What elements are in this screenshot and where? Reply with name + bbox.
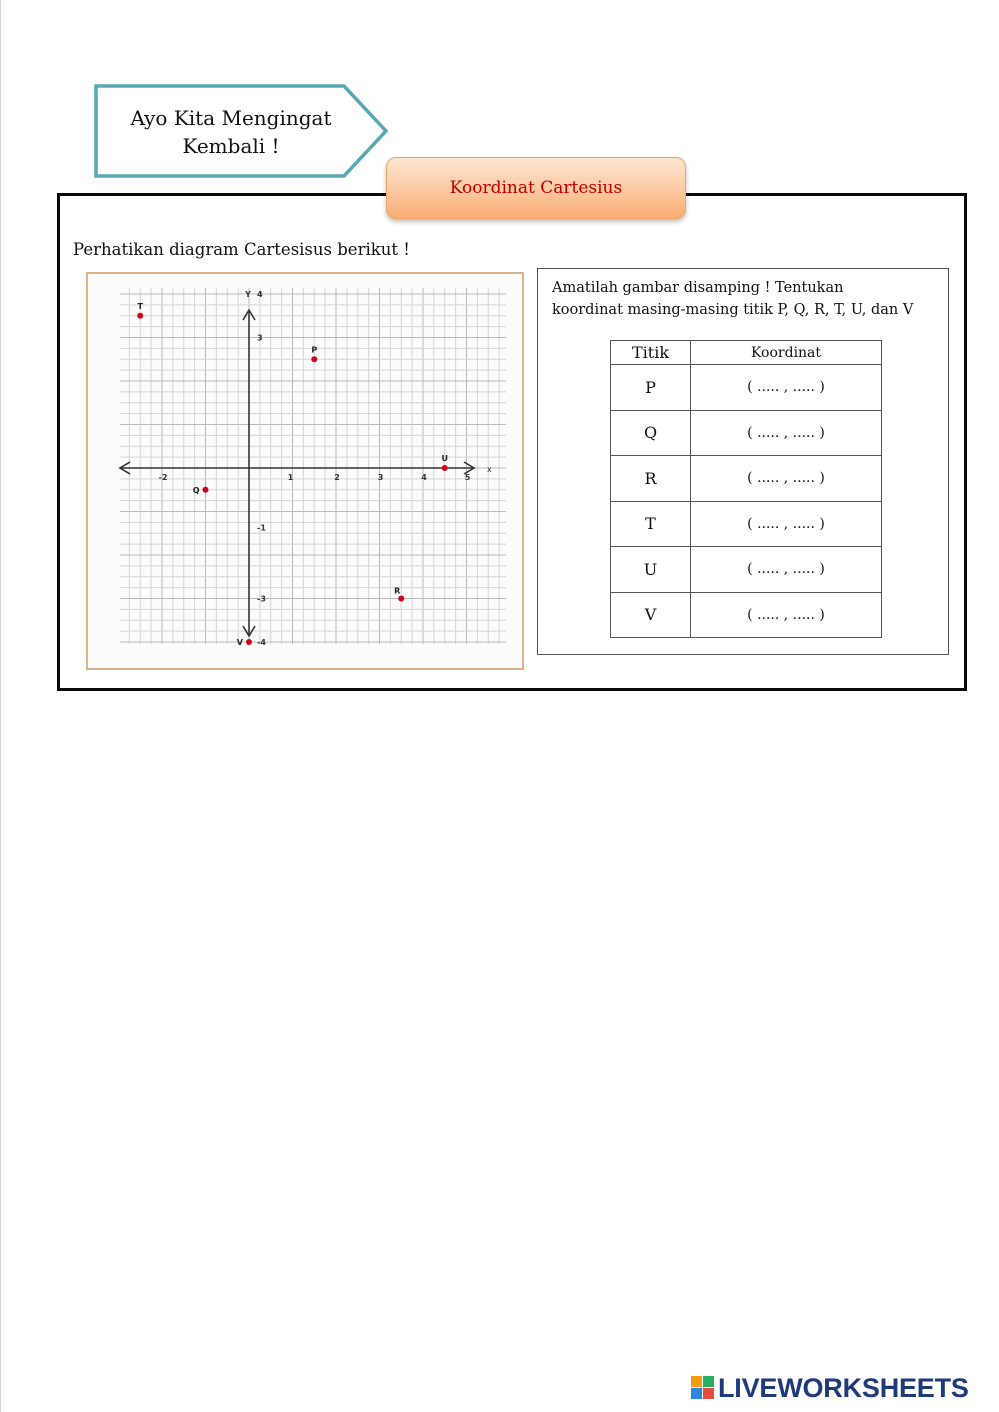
x-tick-label: 2: [334, 473, 340, 482]
point-label-p: P: [311, 345, 318, 355]
task-panel: [537, 268, 949, 655]
x-axis-label: x: [487, 465, 492, 474]
point-label-u: U: [441, 454, 448, 463]
x-tick-label: 4: [421, 473, 427, 482]
table-header-row: [611, 341, 882, 365]
y-axis-label: Y: [245, 290, 251, 299]
answer-field[interactable]: ( ..... , ..... ): [691, 365, 882, 411]
point-v: [246, 639, 252, 645]
brand-wordmark: LIVEWORKSHEETS: [718, 1372, 969, 1403]
task-line-1: Amatilah gambar disamping ! Tentukan: [552, 280, 844, 296]
point-label-q: Q: [192, 485, 200, 495]
table-row: [611, 365, 882, 411]
point-t: [137, 313, 143, 319]
point-u: [442, 465, 448, 471]
table-row: [611, 592, 882, 638]
x-tick-label: 1: [287, 473, 294, 482]
banner-line-2: Kembali !: [182, 134, 280, 158]
point-cell: Q: [611, 410, 691, 456]
point-label-t: T: [137, 301, 143, 311]
task-line-2: koordinat masing-masing titik P, Q, R, T, U, dan V: [552, 302, 914, 318]
page-edge: [0, 0, 1, 1412]
point-p: [311, 356, 317, 362]
task-instruction: [552, 277, 942, 321]
point-cell: P: [611, 365, 691, 411]
table-row: [611, 547, 882, 593]
header-koordinat: Koordinat: [691, 341, 882, 365]
y-tick-label: -3: [257, 594, 266, 604]
liveworksheets-brand: [691, 1372, 969, 1404]
answer-field[interactable]: ( ..... , ..... ): [691, 547, 882, 593]
cartesian-chart: [88, 274, 522, 668]
y-tick-label: -1: [257, 523, 266, 533]
answer-field[interactable]: ( ..... , ..... ): [691, 456, 882, 502]
y-tick-label: -4: [257, 638, 266, 647]
banner-text: [102, 104, 360, 160]
section-title-tab: Koordinat Cartesius: [386, 157, 686, 219]
point-label-r: R: [394, 586, 401, 596]
point-label-v: V: [236, 638, 243, 647]
answer-field[interactable]: ( ..... , ..... ): [691, 501, 882, 547]
coordinate-table: [610, 340, 882, 638]
banner-line-1: Ayo Kita Mengingat: [130, 106, 332, 130]
header-titik: Titik: [611, 341, 691, 365]
y-tick-label: 4: [257, 290, 263, 299]
point-cell: U: [611, 547, 691, 593]
table-row: [611, 501, 882, 547]
answer-field[interactable]: ( ..... , ..... ): [691, 410, 882, 456]
reminder-banner: [94, 84, 390, 180]
table-row: [611, 456, 882, 502]
x-tick-label: -2: [158, 473, 168, 482]
point-cell: V: [611, 592, 691, 638]
point-q: [203, 487, 209, 493]
point-cell: R: [611, 456, 691, 502]
instruction-text: Perhatikan diagram Cartesisus berikut !: [73, 240, 410, 259]
x-tick-label: 3: [377, 473, 384, 482]
point-cell: T: [611, 501, 691, 547]
liveworksheets-logo-icon: [691, 1376, 715, 1400]
point-r: [398, 596, 404, 602]
cartesian-diagram: [86, 272, 524, 670]
table-row: [611, 410, 882, 456]
y-tick-label: 3: [257, 333, 263, 343]
x-tick-label: 5: [464, 473, 471, 482]
answer-field[interactable]: ( ..... , ..... ): [691, 592, 882, 638]
